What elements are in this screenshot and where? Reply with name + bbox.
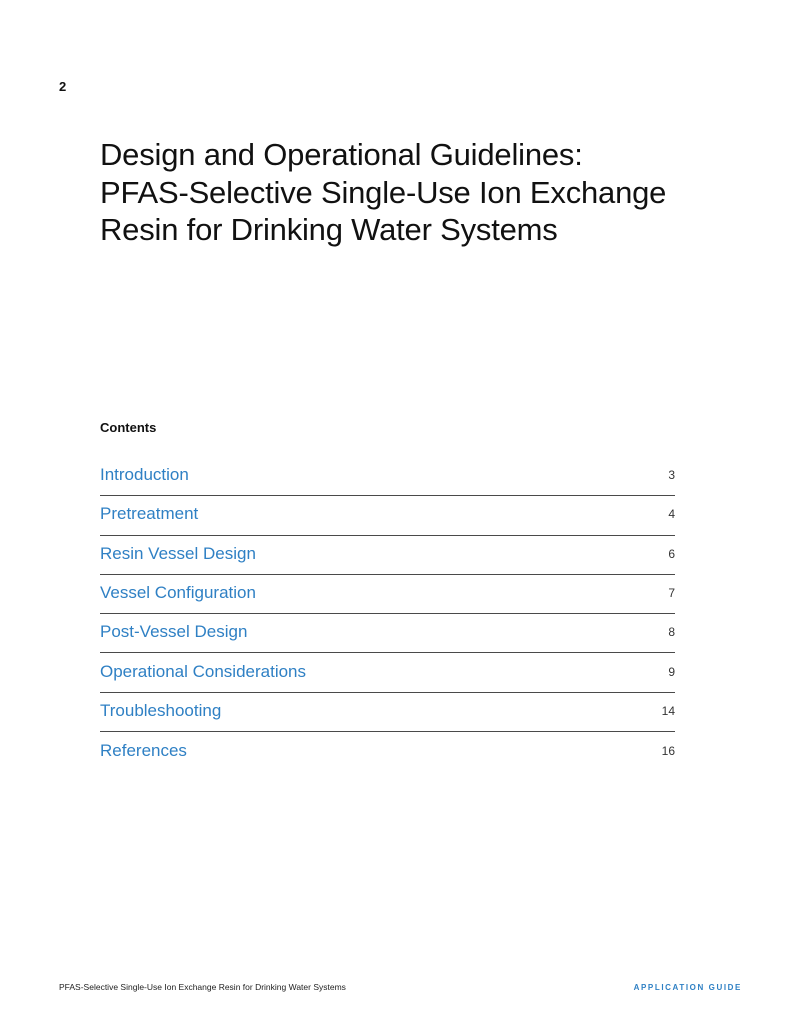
toc-item-label[interactable]: References (100, 740, 187, 760)
toc-item-label[interactable]: Pretreatment (100, 504, 199, 524)
toc-item-page-number: 7 (668, 586, 675, 601)
document-title (100, 136, 720, 249)
toc-item-page-number: 6 (668, 546, 675, 561)
table-of-contents (100, 457, 675, 771)
toc-item-label[interactable]: Resin Vessel Design (100, 543, 256, 563)
toc-item-label[interactable]: Post-Vessel Design (100, 622, 248, 642)
document-title-line-2: PFAS-Selective Single-Use Ion Exchange (100, 174, 667, 210)
toc-item-label[interactable]: Introduction (100, 465, 189, 485)
toc-item-page-number: 3 (668, 468, 675, 483)
document-title-line-1: Design and Operational Guidelines: (100, 137, 583, 172)
contents-heading: Contents (100, 420, 157, 435)
toc-item-introduction[interactable] (100, 457, 675, 496)
toc-item-references[interactable] (100, 732, 675, 771)
document-title-line-3: Resin for Drinking Water Systems (100, 212, 558, 247)
toc-item-post-vessel-design[interactable] (100, 614, 675, 653)
toc-item-troubleshooting[interactable] (100, 693, 675, 732)
toc-item-page-number: 14 (661, 703, 675, 718)
toc-item-page-number: 8 (668, 625, 675, 640)
toc-item-label[interactable]: Troubleshooting (100, 700, 222, 720)
toc-item-label[interactable]: Operational Considerations (100, 661, 307, 681)
toc-item-page-number: 4 (668, 507, 675, 522)
toc-item-vessel-configuration[interactable] (100, 575, 675, 614)
toc-item-resin-vessel-design[interactable] (100, 536, 675, 575)
toc-item-page-number: 16 (661, 743, 675, 758)
toc-item-page-number: 9 (668, 664, 675, 679)
footer-document-title: PFAS-Selective Single-Use Ion Exchange Resin for Drinking Water Systems (59, 982, 346, 992)
toc-item-pretreatment[interactable] (100, 496, 675, 535)
toc-item-operational-considerations[interactable] (100, 653, 675, 692)
toc-item-label[interactable]: Vessel Configuration (100, 583, 256, 603)
footer-document-type: APPLICATION GUIDE (633, 983, 742, 992)
page-number: 2 (59, 79, 67, 94)
